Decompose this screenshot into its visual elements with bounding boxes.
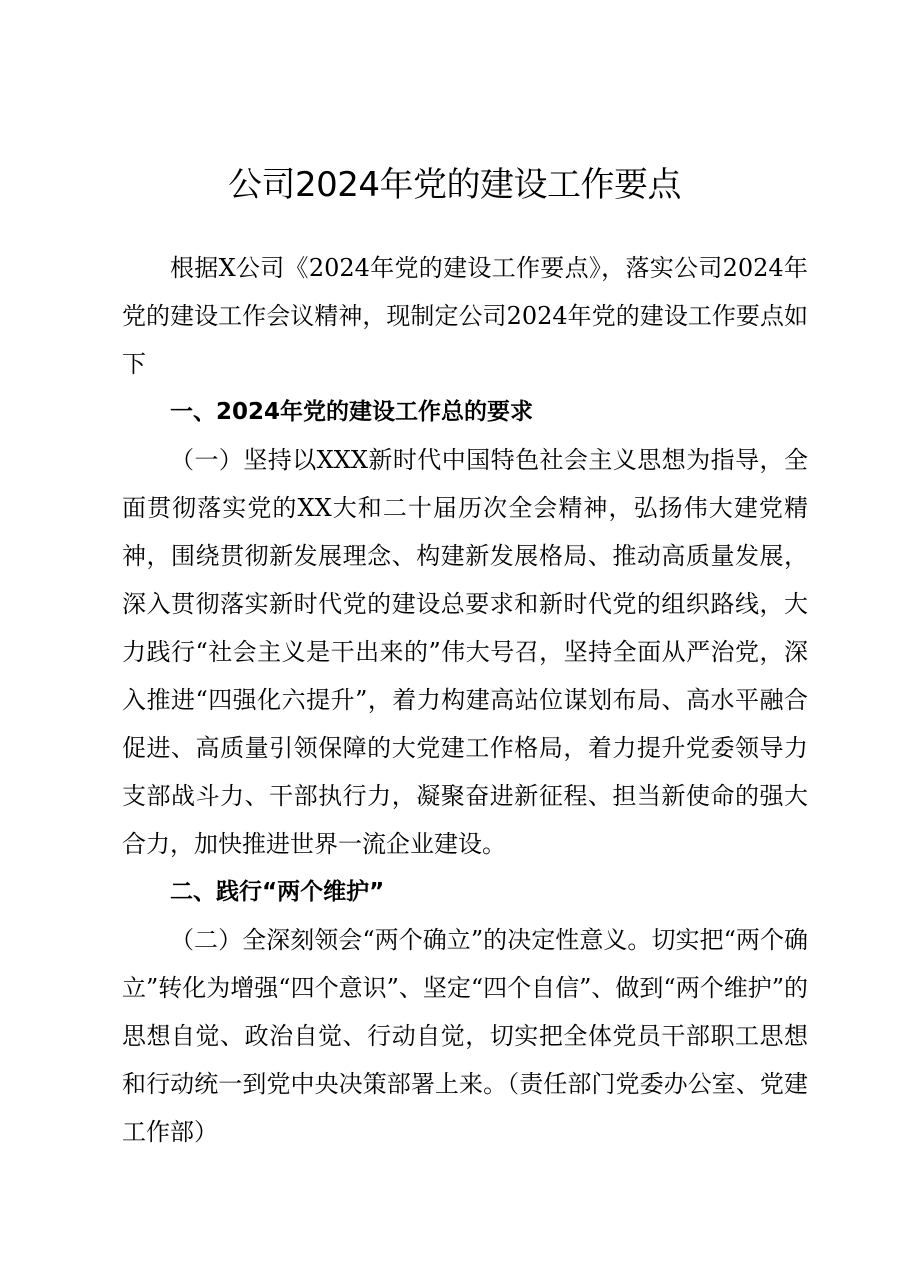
section-1-heading: 一、2024年党的建设工作总的要求 <box>170 399 534 425</box>
section-2-paragraph-1: （二）全深刻领会“两个确立”的决定性意义。切实把“两个确立”转化为增强“四个意识”、坚定“四个自信”、做到“两个维护”的思想自觉、政治自觉、行动自觉，切实把全体党员干部职工思想和行动统一到党中央决策部署上来。（责任部门党委办公室、党建工作部） <box>122 926 808 1146</box>
section-1-paragraph-1: （一）坚持以XXX新时代中国特色社会主义思想为指导，全面贯彻落实党的XX大和二十届历次全会精神，弘扬伟大建党精神，围绕贯彻新发展理念、构建新发展格局、推动高质量发展，深入贯彻落实新时代党的建设总要求和新时代党的组织路线，大力践行“社会主义是干出来的”伟大号召，坚持全面从严治党，深入推进“四强化六提升”，着力构建高站位谋划布局、高水平融合促进、高质量引领保障的大党建工作格局，着力提升党委领导力支部战斗力、干部执行力，凝聚奋进新征程、担当新使命的强大合力，加快推进世界一流企业建设。 <box>122 446 808 858</box>
document-body <box>122 244 808 1156</box>
section-2-heading: 二、践行“两个维护” <box>170 879 385 905</box>
intro-paragraph: 根据X公司《2024年党的建设工作要点》，落实公司2024年党的建设工作会议精神，现制定公司2024年党的建设工作要点如下 <box>122 254 808 378</box>
document-title: 公司2024年党的建设工作要点 <box>227 165 682 205</box>
